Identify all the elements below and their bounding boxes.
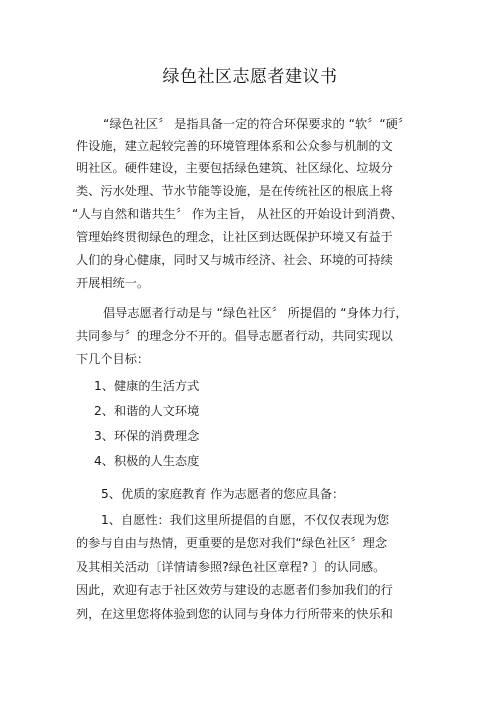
goal-item: 5、优质的家庭教育 作为志愿者的您应具备： — [101, 487, 345, 501]
body-line: 的参与自由与热情，更重要的是您对我们“绿色社区〞理念 — [76, 536, 388, 550]
body-line: 因此，欢迎有志于社区效劳与建设的志愿者们参加我们的行 — [76, 583, 393, 597]
body-line: 开展相统一。 — [76, 276, 150, 290]
body-line: 下几个目标： — [76, 352, 150, 366]
body-line: 1、自愿性：我们这里所提倡的自愿，不仅仅表现为您 — [101, 513, 390, 527]
body-line: 类、污水处理、节水节能等设施，是在传统社区的根底上将 — [76, 184, 393, 198]
body-line: 列，在这里您将体验到您的认同与身体力行所带来的快乐和 — [76, 607, 393, 621]
body-line: 倡导志愿者行动是与 “绿色社区〞 所提倡的 “身体力行， — [103, 306, 408, 320]
goal-item: 1、健康的生活方式 — [94, 379, 200, 393]
body-line: 及其相关活动〔详情请参照?绿色社区章程? 〕的认同感。 — [76, 560, 386, 574]
goal-item: 4、积极的人生态度 — [94, 454, 200, 468]
document-title: 绿色社区志愿者建议书 — [162, 67, 338, 87]
body-line: 件设施，建立起较完善的环境管理体系和公众参与机制的文 — [76, 139, 393, 153]
body-line: “绿色社区〞 是指具备一定的符合环保要求的 “软〞“硬〞 — [103, 117, 411, 131]
body-line: 管理始终贯彻绿色的理念，让社区到达既保护环境又有益于 — [76, 230, 393, 244]
body-line: “人与自然和谐共生〞 作为主旨， 从社区的开始设计到消费、 — [72, 207, 403, 221]
body-line: 明社区。硬件建设，主要包括绿色建筑、社区绿化、垃圾分 — [76, 161, 393, 175]
body-line: 人们的身心健康，同时又与城市经济、社会、环境的可持续 — [76, 253, 393, 267]
goal-item: 3、环保的消费理念 — [94, 429, 200, 443]
body-line: 共同参与〞的理念分不开的。倡导志愿者行动，共同实现以 — [76, 329, 393, 343]
goal-item: 2、和谐的人文环境 — [94, 404, 200, 418]
